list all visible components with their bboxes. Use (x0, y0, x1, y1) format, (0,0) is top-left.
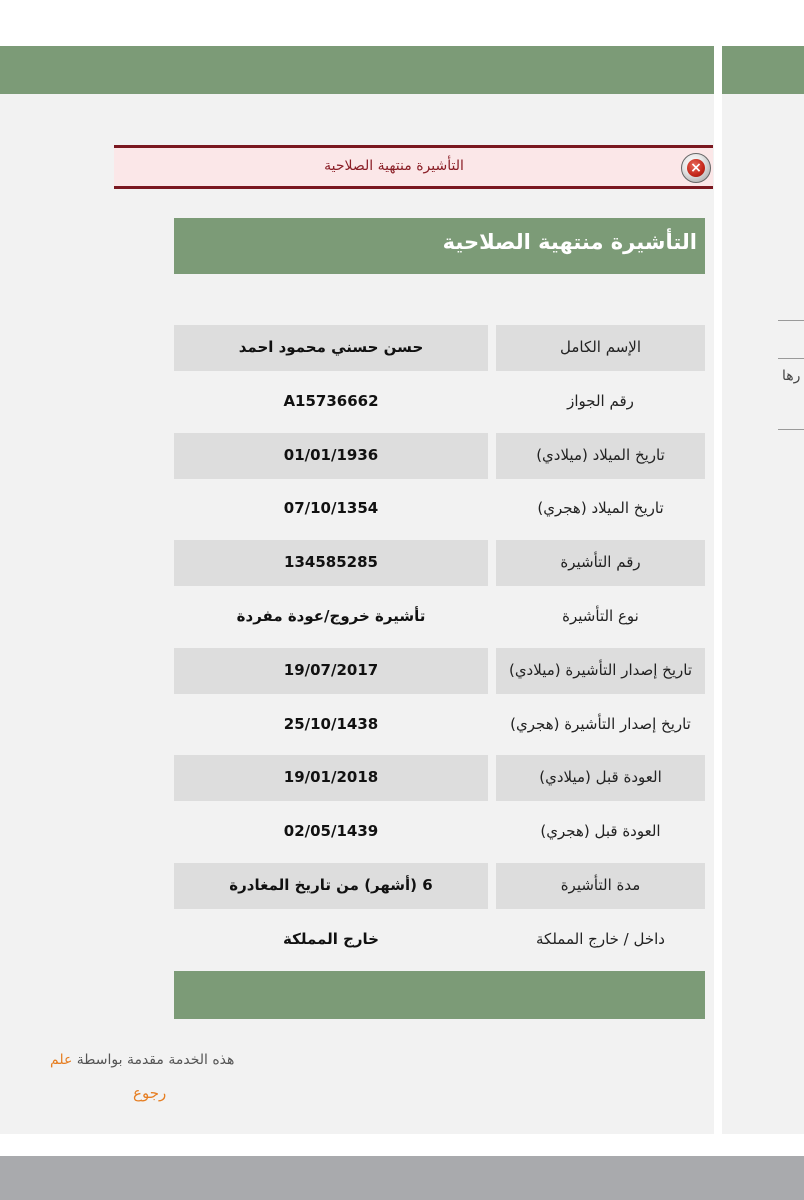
row-value: 02/05/1439 (283, 822, 379, 841)
row-label: نوع التأشيرة (562, 607, 639, 625)
row-value: 01/01/1936 (174, 433, 488, 479)
table-row (174, 863, 705, 909)
row-label: داخل / خارج المملكة (536, 929, 665, 948)
table-row (174, 594, 705, 640)
row-value: خارج المملكة (283, 929, 379, 948)
row-value: تأشيرة خروج/عودة مفردة (236, 607, 426, 625)
row-label: رقم الجواز (567, 391, 634, 410)
table-row (174, 917, 705, 963)
side-divider (778, 320, 804, 321)
row-label: تاريخ إصدار التأشيرة (ميلادي) (496, 648, 705, 694)
row-label: رقم التأشيرة (496, 540, 705, 586)
side-panel (722, 94, 804, 1134)
row-value: 07/10/1354 (283, 499, 379, 518)
side-header-bar (722, 46, 804, 94)
page-title: التأشيرة منتهية الصلاحية (442, 230, 697, 254)
page-footer-bar (0, 1156, 804, 1200)
table-row (174, 433, 705, 479)
table-row (174, 379, 705, 425)
table-row (174, 325, 705, 371)
table-row (174, 648, 705, 694)
table-row (174, 755, 705, 801)
row-value: A15736662 (283, 391, 379, 410)
provided-by-text (50, 1052, 234, 1068)
back-link[interactable]: رجوع (133, 1084, 167, 1102)
row-value: 6 (أشهر) من تاريخ المغادرة (174, 863, 488, 909)
table-row (174, 540, 705, 586)
row-label: الإسم الكامل (496, 325, 705, 371)
close-icon[interactable]: × (681, 153, 711, 183)
row-value: 25/10/1438 (283, 714, 379, 733)
provided-by-label: هذه الخدمة مقدمة بواسطة (76, 1052, 235, 1068)
row-value: 19/01/2018 (174, 755, 488, 801)
table-row (174, 702, 705, 748)
row-label: العودة قبل (ميلادي) (496, 755, 705, 801)
row-label: تاريخ الميلاد (هجري) (537, 499, 664, 518)
side-divider (778, 358, 804, 359)
row-label: مدة التأشيرة (496, 863, 705, 909)
row-value: حسن حسني محمود احمد (174, 325, 488, 371)
page-bottom-strip (0, 1134, 804, 1156)
row-label: تاريخ إصدار التأشيرة (هجري) (510, 714, 691, 733)
row-label: العودة قبل (هجري) (540, 822, 661, 841)
header-bar (0, 46, 714, 94)
visa-status-header (174, 218, 705, 274)
row-label: تاريخ الميلاد (ميلادي) (496, 433, 705, 479)
top-strip (0, 0, 804, 46)
provider-link[interactable]: علم (50, 1052, 73, 1068)
row-value: 134585285 (174, 540, 488, 586)
side-link[interactable]: رها (782, 368, 801, 384)
table-footer-bar (174, 971, 705, 1019)
table-row (174, 486, 705, 532)
column-divider (714, 46, 722, 1134)
row-value: 19/07/2017 (174, 648, 488, 694)
table-row (174, 809, 705, 855)
alert-message: التأشيرة منتهية الصلاحية (324, 158, 464, 174)
side-divider (778, 429, 804, 430)
error-alert (114, 145, 713, 189)
